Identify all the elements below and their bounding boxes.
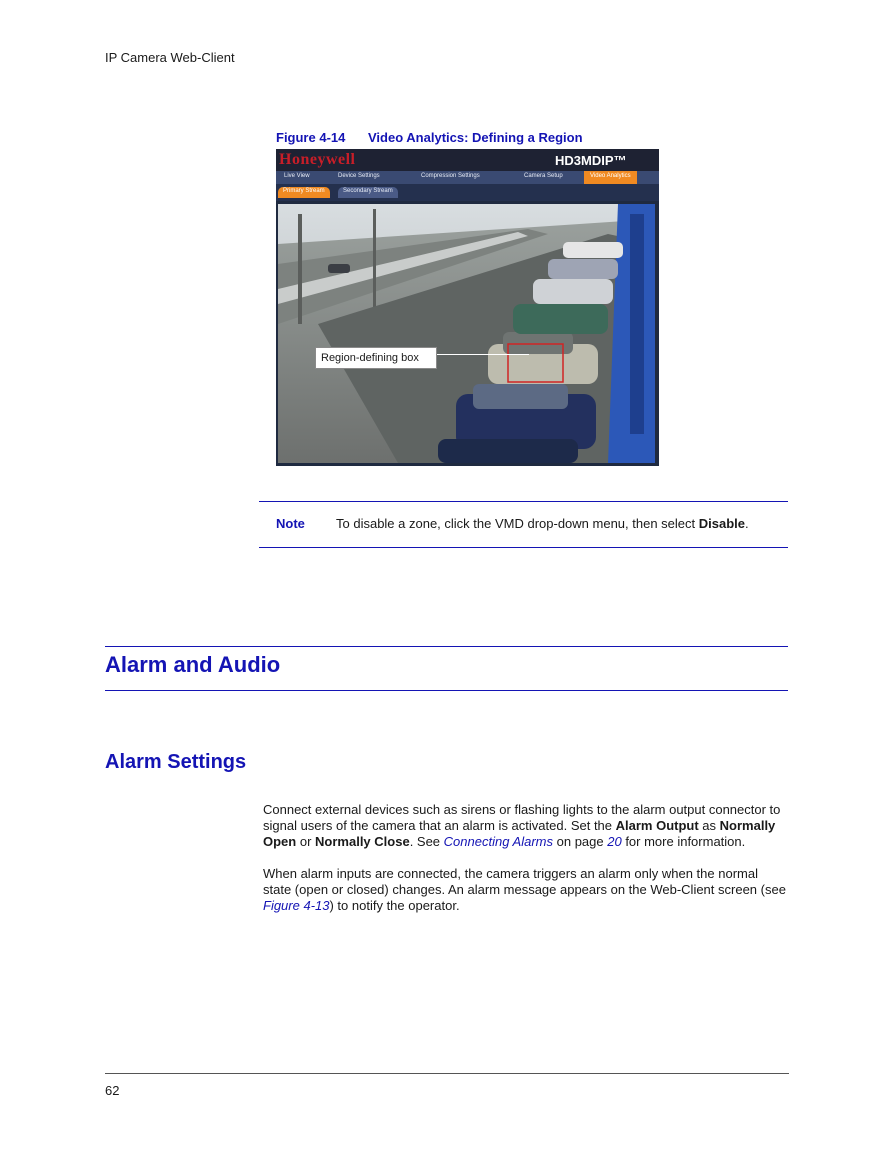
p1-text: as (698, 818, 720, 833)
section-top-rule (105, 646, 788, 647)
note-bottom-rule (259, 547, 788, 548)
note-top-rule (259, 501, 788, 502)
screenshot-stream-bar (276, 184, 659, 201)
section-title: Alarm and Audio (105, 652, 281, 677)
link-connecting-alarms[interactable]: Connecting Alarms (443, 834, 554, 849)
figure-title: Video Analytics: Defining a Region (368, 130, 583, 145)
tab-primary-stream: Primary Stream (278, 187, 330, 198)
honeywell-logo: Honeywell (279, 151, 356, 168)
figure-caption (276, 130, 583, 145)
p1-text: on page (553, 834, 608, 849)
video-feed-image (278, 204, 655, 463)
tab-camera-setup: Camera Setup (524, 173, 563, 179)
p1-bold-normally-open: Normally Open (263, 818, 776, 849)
screenshot-titlebar (276, 149, 659, 171)
paragraph-alarm-inputs (263, 866, 789, 914)
link-figure-4-13[interactable]: Figure 4-13 (263, 898, 330, 913)
subsection-title: Alarm Settings (105, 751, 247, 773)
note-label: Note (276, 516, 305, 531)
running-header: IP Camera Web-Client (105, 50, 235, 65)
paragraph-alarm-output (263, 802, 789, 850)
p1-text: Connect external devices such as sirens or flashing lights to the alarm output connector to signal users of the camera that an alarm is activated. Set the (263, 802, 781, 833)
tab-compression-settings: Compression Settings (421, 173, 480, 179)
note-text-end: . (745, 516, 749, 531)
note-text-bold: Disable (698, 516, 745, 531)
page-number: 62 (105, 1083, 120, 1098)
p1-text: or (296, 834, 316, 849)
link-page-20[interactable]: 20 (607, 834, 622, 849)
model-name: HD3MDIP™ (555, 153, 627, 168)
p2-text: When alarm inputs are connected, the camera triggers an alarm only when the normal state (open or closed) changes. An alarm message appears on the Web-Client screen (see (263, 866, 786, 897)
note-text (336, 516, 749, 531)
screenshot-nav-bar (276, 171, 659, 184)
callout-leader-line (437, 354, 529, 355)
note-text-body: To disable a zone, click the VMD drop-down menu, then select (336, 516, 699, 531)
p1-text: . See (409, 834, 444, 849)
footer-rule (105, 1073, 789, 1074)
tab-device-settings: Device Settings (338, 173, 380, 179)
p1-bold-normally-close: Normally Close (315, 834, 410, 849)
section-bottom-rule (105, 690, 788, 691)
region-callout-label: Region-defining box (315, 347, 437, 369)
p2-text: ) to notify the operator. (329, 898, 460, 913)
figure-number: Figure 4-14 (276, 130, 346, 145)
camera-ui-screenshot (276, 149, 659, 466)
p1-text: for more information. (621, 834, 746, 849)
p1-bold-alarm-output: Alarm Output (615, 818, 699, 833)
tab-video-analytics: Video Analytics (584, 171, 637, 184)
tab-live-view: Live View (284, 173, 310, 179)
tab-secondary-stream: Secondary Stream (338, 187, 398, 198)
